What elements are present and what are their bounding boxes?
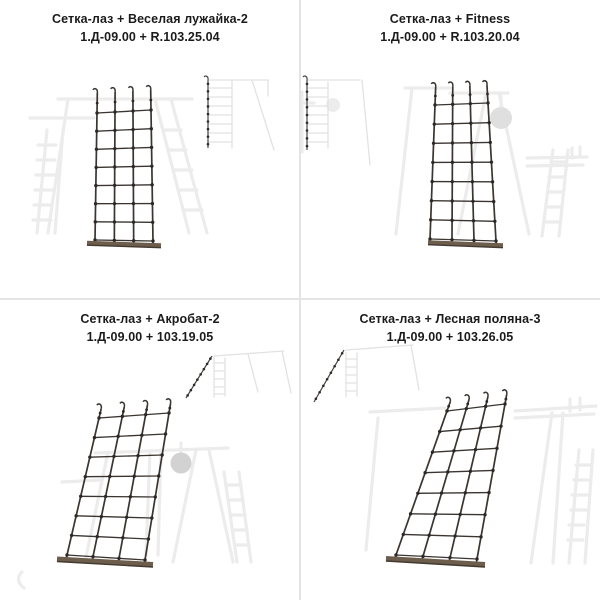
rope-knot [472, 239, 475, 242]
rope-knot [125, 516, 128, 519]
rope-knot [131, 128, 134, 131]
rope-knot [472, 219, 475, 222]
rope-knot [433, 103, 436, 106]
rope-knot [421, 555, 424, 558]
rope-knot [121, 415, 124, 418]
rope-knot [136, 454, 139, 457]
rope-knot [131, 146, 134, 149]
rope-knot [451, 161, 454, 164]
rope-knot [140, 433, 143, 436]
rope-knot [113, 220, 116, 223]
rope-knot [94, 184, 97, 187]
rope-knot [143, 558, 146, 561]
rope-knot [160, 453, 163, 456]
rope-knot [453, 534, 456, 537]
rope-knot [154, 495, 157, 498]
rope-knot [474, 448, 477, 451]
rope-knot [113, 147, 116, 150]
product-name: Сетка-лаз + Fitness [389, 12, 511, 26]
product-title [4, 311, 296, 346]
rope-knot [113, 129, 116, 132]
rope-knot [483, 513, 486, 516]
rope-knot [430, 199, 433, 202]
rope-knot [475, 557, 478, 560]
rope-knot [429, 218, 432, 221]
rope-knot [432, 142, 435, 145]
base-beam [386, 559, 485, 568]
rope-knot [132, 202, 135, 205]
rope-hook [446, 397, 451, 401]
rope-knot [151, 221, 154, 224]
rope-knot [479, 535, 482, 538]
rope-knot [423, 471, 426, 474]
rope-knot [95, 129, 98, 132]
product-cell-1 [0, 0, 300, 300]
rope-knot [451, 180, 454, 183]
rope-knot [493, 220, 496, 223]
rope-knot [503, 402, 506, 405]
rope-knot [150, 146, 153, 149]
rope-knot [487, 491, 490, 494]
rope-knot [440, 491, 443, 494]
net-side-view-thumbnail [186, 351, 291, 398]
rope-hook [146, 86, 151, 90]
grid-divider-horizontal [0, 298, 600, 300]
rope-knot [94, 220, 97, 223]
rope-knot [427, 534, 430, 537]
rope-knot [117, 557, 120, 560]
rope-knot [409, 512, 412, 515]
rope-knot [74, 514, 77, 517]
rope-knot [150, 164, 153, 167]
rope-knot [479, 426, 482, 429]
rope-hook [120, 402, 125, 406]
rope-knot [465, 407, 468, 410]
product-cell-3 [0, 300, 300, 600]
rope-knot [448, 556, 451, 559]
rope-knot [438, 430, 441, 433]
rope-knot [144, 413, 147, 416]
rope-knot [450, 238, 453, 241]
rope-net [93, 86, 155, 245]
rope-knot [469, 102, 472, 105]
rope-knot [434, 512, 437, 515]
rope-knot [149, 108, 152, 111]
rope-knot [452, 449, 455, 452]
rope-knot [445, 409, 448, 412]
rope-knot [104, 495, 107, 498]
rope-knot [446, 470, 449, 473]
rope-knot [133, 475, 136, 478]
rope-hook [111, 88, 116, 92]
rope-knot [428, 237, 431, 240]
rope-knot [469, 121, 472, 124]
rope-knot [433, 122, 436, 125]
rope-knot [132, 239, 135, 242]
net-side-view-thumbnail [303, 76, 370, 165]
rope-hook [431, 83, 436, 87]
product-cell-2 [300, 0, 600, 300]
rope-knot [112, 455, 115, 458]
rope-knot [151, 202, 154, 205]
rope-knot [167, 411, 170, 414]
product-code: 1.Д-09.00 + 103.19.05 [86, 329, 214, 344]
rope-knot [494, 239, 497, 242]
rope-knot [450, 199, 453, 202]
rope-knot [491, 180, 494, 183]
rope-knot [88, 455, 91, 458]
rope-knot [416, 492, 419, 495]
rope-knot [430, 180, 433, 183]
rope-knot [113, 165, 116, 168]
rope-knot [132, 165, 135, 168]
base-beam [87, 243, 161, 248]
punching-bag-silhouette [171, 453, 192, 474]
rope-knot [100, 515, 103, 518]
rope-hook [482, 81, 487, 85]
rope-knot [84, 475, 87, 478]
base-beam [428, 243, 503, 248]
rope-knot [431, 161, 434, 164]
product-code: 1.Д-09.00 + R.103.20.04 [380, 29, 520, 44]
grid-divider-vertical [299, 0, 301, 600]
background-structure-silhouette [30, 99, 207, 233]
rope-knot [91, 555, 94, 558]
rope-knot [132, 183, 135, 186]
rope-net [428, 81, 497, 245]
rope-knot [471, 180, 474, 183]
rope-knot [469, 469, 472, 472]
rope-knot [108, 475, 111, 478]
rope-knot [402, 533, 405, 536]
rope-knot [394, 553, 397, 556]
product-name: Сетка-лаз + Акробат-2 [80, 312, 220, 326]
rope-knot [431, 450, 434, 453]
rope-knot [132, 220, 135, 223]
rope-knot [147, 537, 150, 540]
rope-knot [464, 491, 467, 494]
net-side-view-thumbnail [204, 76, 274, 150]
rope-hook [483, 392, 488, 396]
rope-knot [489, 141, 492, 144]
rope-knot [486, 101, 489, 104]
rope-hook [448, 82, 453, 86]
rope-knot [470, 141, 473, 144]
product-name: Сетка-лаз + Лесная поляна-3 [359, 312, 541, 326]
product-title [304, 311, 596, 346]
rope-knot [116, 435, 119, 438]
rope-hook [166, 399, 171, 403]
rope-knot [470, 161, 473, 164]
rope-knot [150, 516, 153, 519]
rope-knot [95, 535, 98, 538]
rope-hook [128, 87, 133, 91]
rope-knot [113, 110, 116, 113]
rope-knot [151, 239, 154, 242]
rope-knot [484, 405, 487, 408]
rope-knot [95, 148, 98, 151]
rope-knot [458, 428, 461, 431]
rope-knot [164, 432, 167, 435]
rope-knot [79, 495, 82, 498]
product-title [304, 11, 596, 46]
rope-hook [465, 395, 470, 399]
rope-knot [113, 239, 116, 242]
rope-knot [65, 553, 68, 556]
rope-knot [97, 416, 100, 419]
rope-knot [113, 184, 116, 187]
product-title [4, 11, 296, 46]
rope-hook [93, 89, 98, 93]
rope-knot [490, 160, 493, 163]
rope-knot [495, 447, 498, 450]
rope-knot [487, 121, 490, 124]
rope-hook [97, 404, 102, 408]
rope-knot [451, 103, 454, 106]
rope-hook [502, 390, 507, 394]
rope-knot [458, 513, 461, 516]
rope-knot [131, 109, 134, 112]
product-code: 1.Д-09.00 + 103.26.05 [386, 329, 514, 344]
rope-net [394, 390, 507, 563]
rope-knot [94, 202, 97, 205]
rope-knot [150, 183, 153, 186]
rope-knot [121, 536, 124, 539]
rope-knot [157, 474, 160, 477]
rope-hook [143, 401, 148, 405]
rope-knot [93, 436, 96, 439]
product-cell-4 [300, 300, 600, 600]
rope-knot [70, 534, 73, 537]
rope-knot [451, 141, 454, 144]
rope-knot [129, 495, 132, 498]
net-side-view-thumbnail [314, 345, 419, 402]
rope-knot [471, 200, 474, 203]
punching-bag-silhouette [490, 107, 512, 129]
rope-hook [465, 81, 470, 85]
rope-knot [492, 200, 495, 203]
product-code: 1.Д-09.00 + R.103.25.04 [80, 29, 220, 44]
rope-knot [491, 469, 494, 472]
product-name: Сетка-лаз + Веселая лужайка-2 [52, 12, 248, 26]
rope-knot [95, 111, 98, 114]
rope-knot [94, 166, 97, 169]
rope-knot [451, 122, 454, 125]
rope-knot [450, 219, 453, 222]
rope-knot [499, 424, 502, 427]
rope-knot [150, 127, 153, 130]
rope-knot [113, 202, 116, 205]
